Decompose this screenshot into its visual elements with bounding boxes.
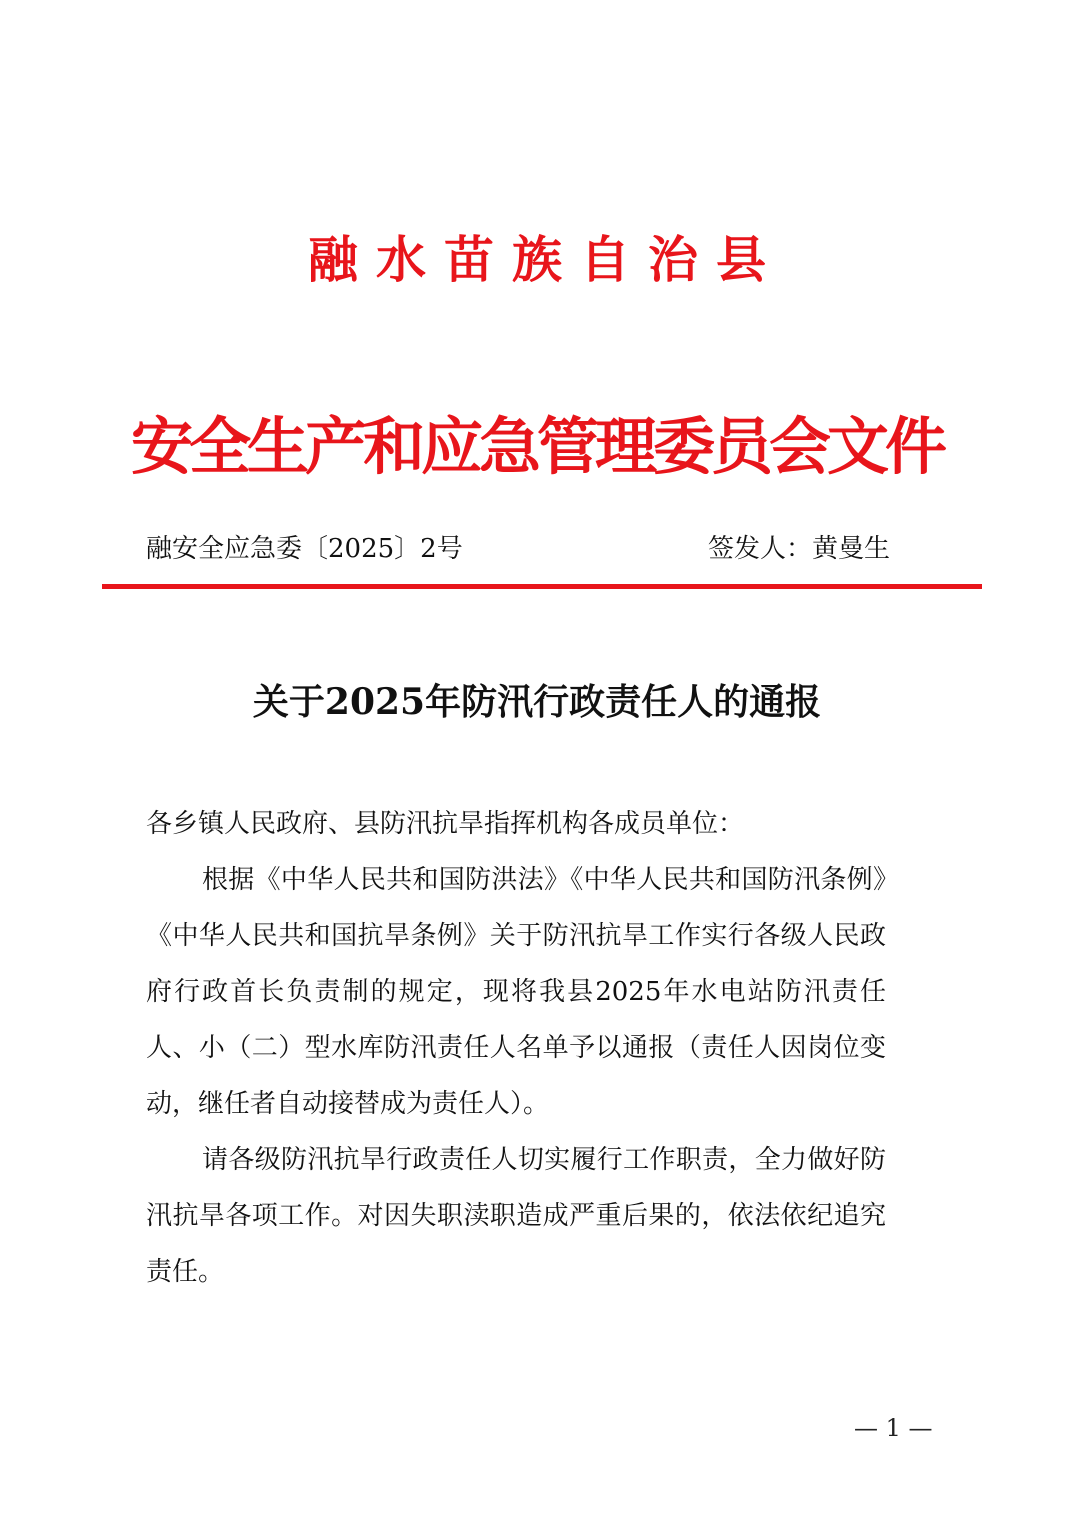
document-body xyxy=(146,796,886,1300)
body-paragraph-1: 根据《中华人民共和国防洪法》《中华人民共和国防汛条例》《中华人民共和国抗旱条例》关于防汛抗旱工作实行各级人民政府行政首长负责制的规定，现将我县2025年水电站防汛责任人、小（二）型水库防汛责任人名单予以通报（责任人因岗位变动，继任者自动接替成为责任人）。 xyxy=(146,865,886,1119)
red-header-divider xyxy=(102,584,982,589)
document-title: 关于2025年防汛行政责任人的通报 xyxy=(252,681,822,723)
issuer-signature: 签发人：黄曼生 xyxy=(708,534,891,564)
page-number: — 1 — xyxy=(854,1414,933,1442)
document-number: 融安全应急委〔2025〕2号 xyxy=(146,534,463,564)
salutation: 各乡镇人民政府、县防汛抗旱指挥机构各成员单位： xyxy=(146,809,745,839)
body-paragraph-2: 请各级防汛抗旱行政责任人切实履行工作职责，全力做好防汛抗旱各项工作。对因失职渎职造成严重后果的，依法依纪追究责任。 xyxy=(146,1145,886,1287)
organization-name-line-1: 融水苗族自治县 xyxy=(308,230,784,289)
organization-name-line-2: 安全生产和应急管理委员会文件 xyxy=(130,410,943,483)
